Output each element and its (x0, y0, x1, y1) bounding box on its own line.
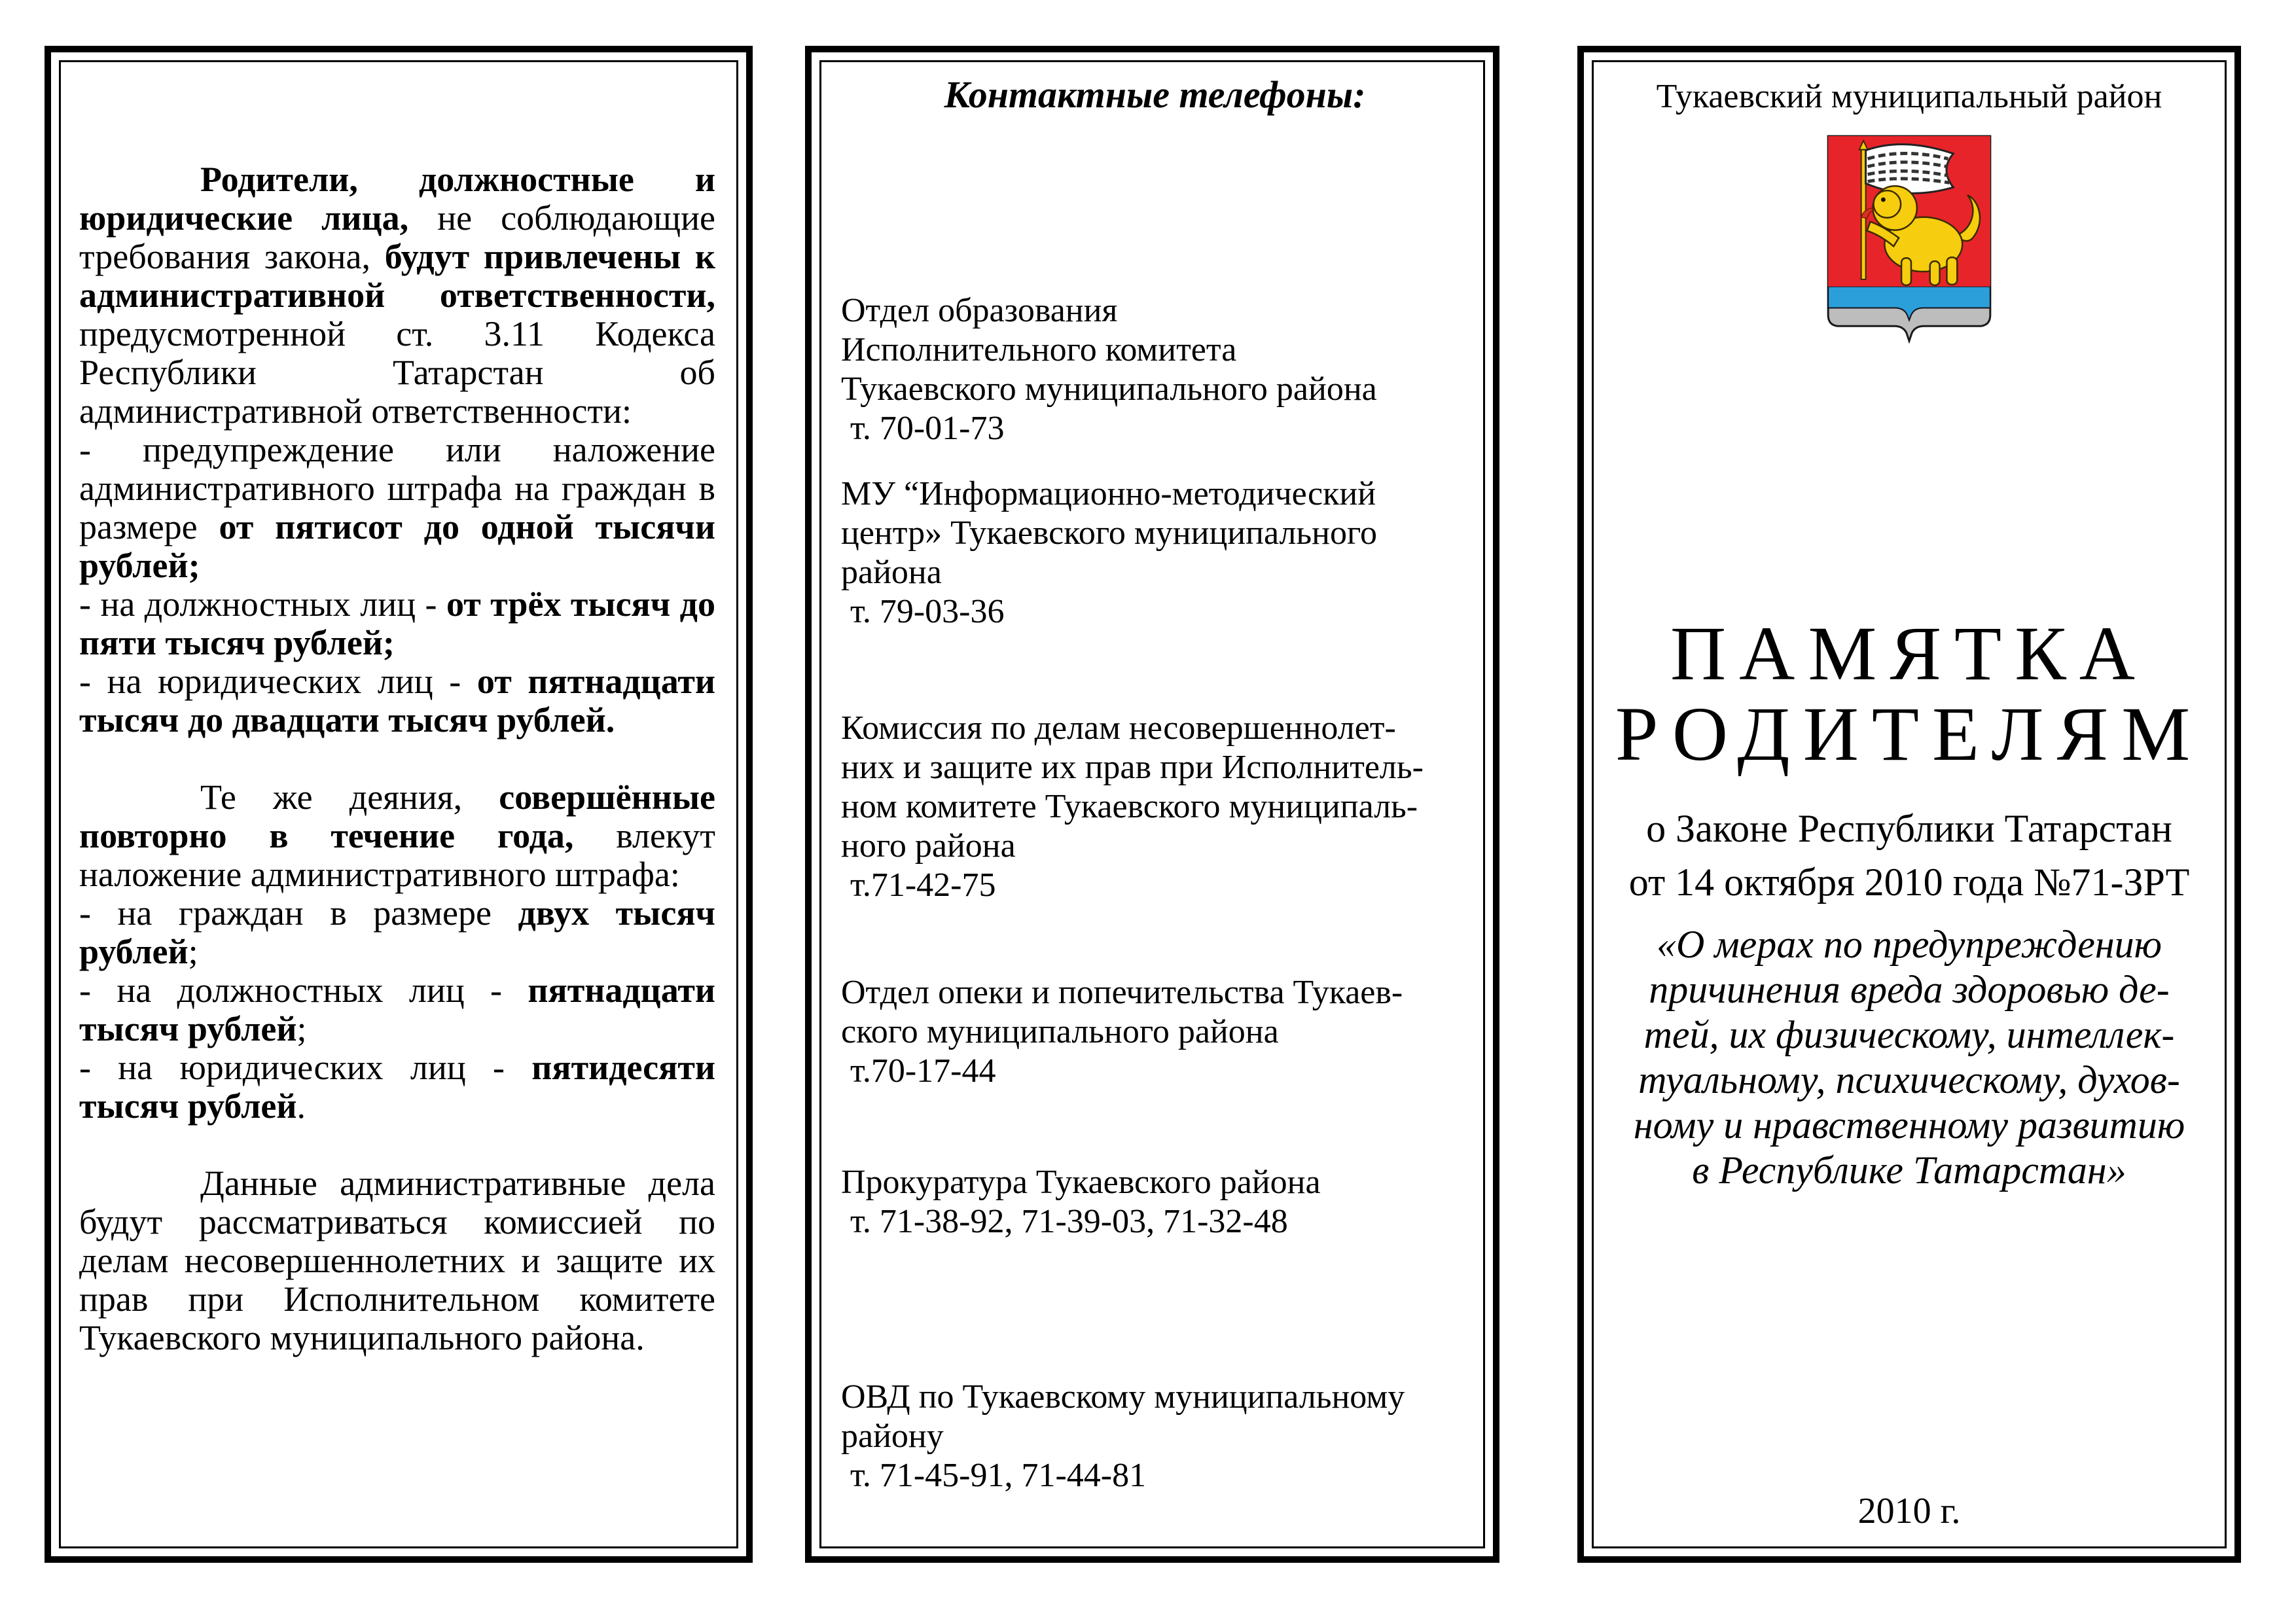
text-segment: ; (188, 932, 198, 971)
text-segment: - на должностных лиц - (79, 584, 446, 624)
law-subtitle-line2: от 14 октября 2010 года №71-ЗРТ (1628, 861, 2190, 904)
text-segment: - предупреждение или наложение административного штрафа на граждан в размере (79, 430, 715, 546)
paragraph-repeat-offense (79, 778, 715, 894)
contact-name-line: Прокуратура Тукаевского района (841, 1164, 1321, 1201)
contact-name-line: Комиссия по делам несовершеннолет- (841, 709, 1396, 747)
contact-name-line: них и защите их прав при Исполнитель- (841, 749, 1424, 786)
law-quote-line: туальному, психическому, духов- (1638, 1058, 2180, 1101)
contact-name-line: Тукаевского муниципального района (841, 370, 1377, 408)
text-segment: - на юридических лиц - (79, 1048, 532, 1087)
text-segment: от пятисот до одной тысячи рублей; (79, 507, 715, 585)
list-item-repeat-citizens (79, 894, 715, 971)
contact-phone: т. 71-38-92, 71-39-03, 71-32-48 (850, 1203, 1288, 1240)
text-segment: не соблюдающие требования закона, (79, 198, 715, 276)
contact-name-line: МУ “Информационно-методический (841, 475, 1376, 512)
text-segment: совершённые повторно в течение года, (79, 777, 715, 855)
list-item-repeat-legal-entities (79, 1048, 715, 1126)
contact-name-line: ном комитете Тукаевского муниципаль- (841, 788, 1418, 825)
contacts-list (821, 62, 1483, 1546)
flag-icon (1866, 144, 1954, 193)
contact-name-line: ного района (841, 827, 1016, 865)
coat-of-arms (1825, 133, 1994, 344)
contact-phone: т.70-17-44 (850, 1052, 996, 1090)
text-segment: Родители, должностные и юридические лица, (79, 160, 715, 238)
middle-panel (805, 46, 1499, 1563)
contacts-title: Контактные телефоны: (944, 73, 1366, 116)
text-segment: ; (296, 1009, 307, 1048)
contact-minors-commission (841, 709, 1469, 905)
contact-phone: т. 79-03-36 (850, 593, 1005, 630)
year-label: 2010 г. (1857, 1491, 1961, 1531)
text-segment: от трёх тысяч до пяти тысяч рублей; (79, 584, 715, 662)
text-segment: - на юридических лиц - (79, 662, 477, 701)
contact-name-line: Исполнительного комитета (841, 331, 1237, 368)
contact-name-line: района (841, 554, 942, 591)
middle-panel-frame (819, 60, 1485, 1548)
left-panel (45, 46, 753, 1563)
contact-name-line: Отдел опеки и попечительства Тукаев- (841, 974, 1403, 1011)
text-segment: пятнадцати тысяч рублей (79, 971, 715, 1048)
contact-name-line: ОВД по Тукаевскому муниципальному (841, 1378, 1405, 1416)
left-panel-text (61, 62, 736, 1546)
law-quote (1594, 922, 2225, 1193)
contact-guardianship-dept (841, 973, 1469, 1091)
paragraph-liability (79, 160, 715, 431)
text-segment: - на граждан в размере (79, 893, 518, 933)
memo-title-line1: ПАМЯТКА (1670, 611, 2149, 696)
text-segment: от пятнадцати тысяч до двадцати тысяч рублей. (79, 662, 716, 740)
law-subtitle-line1: о Законе Республики Татарстан (1646, 807, 2172, 850)
text-segment: двух тысяч рублей (79, 893, 715, 971)
text-segment: . (296, 1086, 306, 1126)
law-quote-line: причинения вреда здоровью де- (1649, 968, 2170, 1011)
text-segment: предусмотренной ст. 3.11 Кодекса Республики Татарстан об административной ответственности: (79, 314, 715, 431)
contact-education-dept (841, 291, 1469, 448)
contact-phone: т. 71-45-91, 71-44-81 (850, 1457, 1147, 1494)
list-item-fine-officials (79, 585, 715, 662)
law-quote-line: «О мерах по предупреждению (1657, 923, 2162, 966)
contact-name-line: району (841, 1418, 944, 1455)
law-subtitle (1594, 802, 2225, 909)
cover-content (1594, 62, 2225, 1546)
text-segment: влекут наложение административного штрафа: (79, 816, 715, 894)
text-segment: - на должностных лиц - (79, 971, 528, 1010)
right-panel (1577, 46, 2241, 1563)
text-segment: Те же деяния, (200, 777, 499, 817)
text-segment: пятидесяти тысяч рублей (79, 1048, 715, 1126)
contact-police (841, 1378, 1469, 1495)
contact-phone: т. 70-01-73 (850, 410, 1005, 447)
list-item-fine-legal-entities (79, 662, 715, 740)
law-quote-line: ному и нравственному развитию (1633, 1103, 2185, 1147)
contact-name-line: центр» Тукаевского муниципального (841, 514, 1377, 552)
contact-method-center (841, 474, 1469, 632)
law-quote-line: тей, их физическому, интеллек- (1643, 1013, 2175, 1056)
contact-name-line: Отдел образования (841, 292, 1118, 329)
left-panel-frame (59, 60, 738, 1548)
list-item-fine-citizens (79, 431, 715, 585)
memo-title-line2: РОДИТЕЛЯМ (1615, 691, 2204, 777)
text-segment: будут привлечены к административной ответственности, (79, 237, 716, 315)
contact-name-line: ского муниципального района (841, 1013, 1279, 1050)
district-name: Тукаевский муниципальный район (1656, 78, 2162, 115)
paragraph-commission: Данные административные дела будут рассматриваться комиссией по делам несовершеннолетних и защите их прав при Исполнительном комитете Тукаевского муниципального района. (79, 1164, 715, 1357)
list-item-repeat-officials (79, 971, 715, 1048)
right-panel-frame (1592, 60, 2227, 1548)
contact-prosecutor (841, 1163, 1469, 1241)
contact-phone: т.71-42-75 (850, 866, 996, 904)
law-quote-line: в Республике Татарстан» (1692, 1149, 2126, 1192)
